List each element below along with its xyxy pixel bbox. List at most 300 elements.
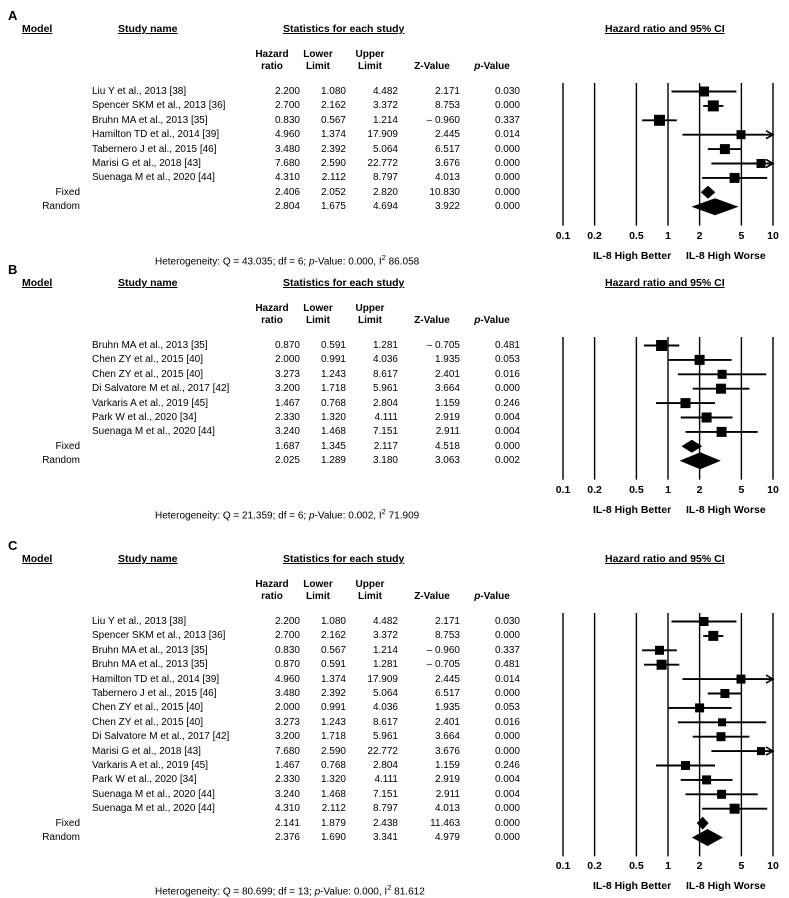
cell-hr: 4.960 — [274, 129, 300, 141]
summary-cell-z: 11.463 — [430, 817, 460, 829]
axis-label-left: IL-8 High Better — [593, 249, 672, 262]
cell-ll: 2.590 — [320, 158, 346, 169]
cell-hr: 3.240 — [274, 788, 300, 800]
study-name: Suenaga M et al., 2020 [44] — [92, 426, 215, 438]
cell-ul: 17.909 — [367, 129, 398, 141]
cell-z: 2.401 — [434, 716, 460, 728]
cell-z: 1.159 — [434, 397, 460, 409]
effect-size-marker — [718, 370, 727, 379]
cell-z: 1.159 — [434, 760, 460, 771]
panel-letter: B — [8, 262, 18, 277]
cell-ll: 1.468 — [320, 788, 346, 800]
cell-p: 0.481 — [494, 340, 520, 351]
cell-z: 2.445 — [434, 673, 460, 685]
forest-row — [656, 398, 715, 408]
model-label-random: Random — [42, 201, 80, 213]
effect-size-marker — [757, 747, 765, 755]
cell-p: 0.053 — [494, 702, 520, 714]
cell-z: – 0.960 — [426, 114, 460, 126]
cell-z: – 0.705 — [426, 340, 460, 351]
cell-hr: 0.870 — [274, 659, 300, 671]
forest-row — [683, 130, 774, 139]
effect-size-marker — [657, 660, 667, 670]
cell-ll: 1.468 — [320, 426, 346, 438]
cell-p: 0.016 — [494, 716, 520, 728]
study-name: Chen ZY et al., 2015 [40] — [92, 368, 204, 380]
cell-hr: 2.700 — [274, 630, 300, 642]
cell-ll: 0.591 — [320, 340, 346, 351]
summary-cell-hr: 2.376 — [274, 832, 300, 843]
header-hazard-ratio-ci: Hazard ratio and 95% CI — [605, 23, 725, 35]
axis-tick-0.1: 0.1 — [555, 229, 571, 242]
axis-tick-0.1: 0.1 — [555, 483, 571, 496]
forest-row — [711, 159, 773, 168]
header-statistics: Statistics for each study — [283, 277, 405, 289]
cell-ll: 1.243 — [320, 716, 346, 728]
summary-diamond-random — [680, 452, 721, 469]
effect-size-marker — [718, 718, 726, 726]
cell-ul: 4.111 — [374, 412, 398, 423]
effect-size-marker — [708, 100, 719, 111]
column-header-hr: Hazard ratio — [255, 49, 289, 72]
forest-row — [668, 703, 732, 712]
cell-z: 2.919 — [434, 774, 460, 786]
forest-row — [672, 87, 737, 97]
cell-p: 0.004 — [494, 774, 520, 786]
cell-z: 2.911 — [435, 788, 460, 800]
cell-z: 3.676 — [434, 158, 460, 169]
axis-tick-5: 5 — [738, 229, 745, 242]
forest-row — [686, 427, 758, 437]
effect-size-marker — [708, 631, 718, 641]
study-name: Park W et al., 2020 [34] — [92, 412, 197, 423]
column-header-z: Z-Value — [414, 314, 450, 326]
heterogeneity-text: Heterogeneity: Q = 43.035; df = 6; p-Value: 0.000, $I^2$ 86.058 — [155, 252, 420, 267]
effect-size-marker — [700, 617, 709, 626]
summary-cell-p: 0.000 — [494, 186, 520, 198]
cell-hr: 0.830 — [274, 644, 300, 656]
summary-cell-hr: 2.025 — [274, 455, 300, 467]
cell-ul: 1.281 — [372, 659, 398, 671]
column-header-ul: Upper Limit — [355, 49, 385, 72]
axis-tick-1: 1 — [665, 860, 671, 873]
effect-size-marker — [720, 144, 730, 154]
summary-cell-p: 0.000 — [494, 817, 520, 829]
study-name: Hamilton TD et al., 2014 [39] — [92, 673, 220, 685]
model-label-random: Random — [42, 455, 80, 467]
cell-p: 0.014 — [494, 129, 520, 141]
axis-tick-0.5: 0.5 — [629, 860, 644, 873]
cell-ll: 1.320 — [320, 774, 346, 786]
cell-ul: 1.214 — [372, 114, 398, 126]
forest-row — [686, 790, 758, 799]
cell-ll: 0.991 — [320, 702, 346, 714]
cell-hr: 3.273 — [274, 716, 300, 728]
cell-hr: 2.330 — [274, 774, 300, 786]
summary-cell-ll: 1.675 — [320, 201, 346, 213]
cell-hr: 7.680 — [274, 745, 300, 757]
cell-ll: 0.591 — [320, 659, 346, 671]
cell-z: 2.919 — [434, 412, 460, 423]
cell-p: 0.004 — [494, 412, 520, 423]
column-header-p: p-Value — [474, 590, 510, 602]
cell-z: 2.911 — [435, 426, 460, 438]
cell-ll: 2.112 — [321, 172, 346, 184]
effect-size-marker — [757, 159, 766, 168]
cell-p: 0.000 — [494, 383, 520, 395]
cell-ul: 4.036 — [372, 354, 398, 366]
column-header-hr: Hazard ratio — [255, 579, 289, 602]
cell-p: 0.000 — [494, 688, 520, 699]
cell-z: 1.935 — [434, 702, 460, 714]
cell-p: 0.246 — [494, 397, 520, 409]
effect-size-marker — [717, 427, 727, 437]
column-header-hr: Hazard ratio — [255, 303, 289, 326]
cell-p: 0.014 — [494, 673, 520, 685]
header-hazard-ratio-ci: Hazard ratio and 95% CI — [605, 277, 725, 289]
axis-label-left: IL-8 High Better — [593, 503, 672, 516]
model-label-fixed: Fixed — [55, 817, 80, 829]
effect-size-marker — [702, 413, 712, 423]
forest-row — [681, 775, 733, 784]
forest-row — [711, 747, 773, 755]
effect-size-marker — [695, 703, 704, 712]
axis-label-left: IL-8 High Better — [593, 880, 672, 893]
header-model: Model — [22, 277, 53, 289]
study-name: Varkaris A et al., 2019 [45] — [92, 397, 208, 409]
summary-diamond-random — [692, 198, 739, 215]
cell-p: 0.481 — [494, 659, 520, 671]
effect-size-marker — [730, 173, 740, 183]
effect-size-marker — [716, 384, 726, 394]
forest-row — [642, 115, 677, 126]
study-name: Bruhn MA et al., 2013 [35] — [92, 644, 208, 656]
cell-ul: 1.214 — [372, 644, 398, 656]
summary-cell-ul: 3.180 — [372, 455, 398, 467]
cell-ul: 22.772 — [367, 158, 398, 169]
header-study-name: Study name — [118, 23, 178, 35]
cell-ul: 5.064 — [372, 143, 398, 155]
effect-size-marker — [656, 340, 667, 351]
cell-z: 2.171 — [434, 616, 460, 627]
axis-tick-0.1: 0.1 — [555, 860, 571, 873]
axis-tick-0.2: 0.2 — [587, 229, 602, 242]
cell-ul: 17.909 — [367, 673, 398, 685]
cell-ll: 2.162 — [320, 630, 346, 642]
cell-z: 6.517 — [434, 688, 460, 699]
summary-cell-z: 3.922 — [434, 201, 460, 213]
cell-p: 0.000 — [494, 803, 520, 815]
cell-ul: 8.797 — [372, 803, 398, 815]
cell-ll: 0.567 — [320, 114, 346, 126]
cell-hr: 4.310 — [274, 803, 300, 815]
column-header-ll: Lower Limit — [303, 303, 333, 326]
cell-ul: 8.617 — [372, 716, 398, 728]
column-header-p: p-Value — [474, 314, 510, 326]
summary-cell-hr: 2.406 — [274, 186, 300, 198]
axis-tick-2: 2 — [696, 229, 703, 242]
summary-cell-ll: 1.289 — [320, 455, 346, 467]
cell-p: 0.000 — [494, 745, 520, 757]
cell-ul: 5.064 — [372, 688, 398, 699]
cell-hr: 2.200 — [274, 616, 300, 627]
cell-p: 0.337 — [494, 114, 520, 126]
column-header-p: p-Value — [474, 60, 510, 72]
study-name: Park W et al., 2020 [34] — [92, 774, 197, 786]
effect-size-marker — [717, 790, 726, 799]
cell-hr: 3.480 — [274, 143, 300, 155]
panel-letter: A — [8, 8, 18, 23]
cell-hr: 2.200 — [274, 86, 300, 97]
cell-hr: 4.310 — [274, 172, 300, 184]
cell-p: 0.004 — [494, 788, 520, 800]
axis-tick-0.5: 0.5 — [629, 483, 644, 496]
cell-hr: 3.240 — [274, 426, 300, 438]
model-label-fixed: Fixed — [55, 186, 80, 198]
summary-cell-hr: 2.804 — [274, 201, 300, 213]
summary-cell-hr: 1.687 — [274, 440, 300, 452]
cell-p: 0.000 — [494, 630, 520, 642]
summary-cell-ll: 1.879 — [320, 817, 346, 829]
study-name: Suenaga M et al., 2020 [44] — [92, 803, 215, 815]
study-name: Spencer SKM et al., 2013 [36] — [92, 100, 226, 112]
cell-z: 6.517 — [434, 143, 460, 155]
cell-ul: 5.961 — [372, 731, 398, 743]
summary-cell-ul: 2.438 — [372, 817, 398, 829]
cell-p: 0.246 — [494, 760, 520, 771]
cell-hr: 2.000 — [274, 354, 300, 366]
cell-z: 4.013 — [434, 172, 460, 184]
summary-cell-hr: 2.141 — [274, 817, 300, 829]
study-name: Suenaga M et al., 2020 [44] — [92, 172, 215, 184]
cell-hr: 7.680 — [274, 158, 300, 169]
forest-plot — [0, 337, 789, 484]
forest-row — [656, 761, 715, 770]
cell-hr: 4.960 — [274, 673, 300, 685]
cell-hr: 1.467 — [274, 397, 300, 409]
cell-ul: 4.482 — [372, 616, 398, 627]
column-header-z: Z-Value — [414, 590, 450, 602]
cell-ll: 1.374 — [320, 673, 346, 685]
effect-size-marker — [717, 732, 726, 741]
column-header-ul: Upper Limit — [355, 303, 385, 326]
study-name: Spencer SKM et al., 2013 [36] — [92, 630, 226, 642]
axis-tick-10: 10 — [767, 860, 779, 873]
cell-ll: 2.112 — [321, 803, 346, 815]
column-header-ul: Upper Limit — [355, 579, 385, 602]
effect-size-marker — [654, 115, 665, 126]
effect-size-marker — [681, 761, 690, 770]
cell-ul: 8.797 — [372, 172, 398, 184]
axis-tick-10: 10 — [767, 483, 779, 496]
axis-tick-1: 1 — [665, 229, 671, 242]
heterogeneity-text: Heterogeneity: Q = 80.699; df = 13; p-Value: 0.000, $I^2$ 81.612 — [155, 883, 425, 898]
effect-size-marker — [720, 689, 729, 698]
cell-p: 0.016 — [494, 368, 520, 380]
cell-ll: 0.768 — [320, 397, 346, 409]
cell-ul: 4.111 — [374, 774, 398, 786]
study-name: Marisi G et al., 2018 [43] — [92, 745, 201, 757]
study-name: Di Salvatore M et al., 2017 [42] — [92, 383, 230, 395]
summary-cell-ll: 1.345 — [320, 440, 346, 452]
cell-ll: 0.991 — [320, 354, 346, 366]
study-name: Di Salvatore M et al., 2017 [42] — [92, 731, 230, 743]
panel-letter: C — [8, 538, 18, 553]
cell-z: 8.753 — [434, 630, 460, 642]
cell-ul: 3.372 — [372, 100, 398, 112]
study-name: Liu Y et al., 2013 [38] — [92, 616, 187, 627]
cell-hr: 3.200 — [274, 731, 300, 743]
effect-size-marker — [702, 775, 711, 784]
effect-size-marker — [681, 398, 691, 408]
study-name: Varkaris A et al., 2019 [45] — [92, 760, 208, 771]
summary-cell-ll: 2.052 — [320, 186, 346, 198]
cell-ll: 2.162 — [320, 100, 346, 112]
cell-hr: 0.830 — [274, 114, 300, 126]
axis-label-right: IL-8 High Worse — [686, 880, 766, 893]
cell-ll: 2.392 — [320, 143, 346, 155]
study-name: Chen ZY et al., 2015 [40] — [92, 354, 204, 366]
cell-ll: 2.392 — [320, 688, 346, 699]
effect-size-marker — [737, 675, 746, 684]
axis-tick-5: 5 — [738, 483, 745, 496]
cell-p: 0.000 — [494, 158, 520, 169]
summary-cell-p: 0.002 — [494, 455, 520, 467]
effect-size-marker — [737, 130, 746, 139]
header-statistics: Statistics for each study — [283, 553, 405, 565]
header-hazard-ratio-ci: Hazard ratio and 95% CI — [605, 553, 725, 565]
cell-hr: 2.000 — [274, 702, 300, 714]
cell-ll: 1.374 — [320, 129, 346, 141]
cell-ul: 7.151 — [372, 788, 398, 800]
axis-tick-2: 2 — [696, 860, 703, 873]
cell-ul: 2.804 — [372, 397, 398, 409]
study-name: Chen ZY et al., 2015 [40] — [92, 702, 204, 714]
summary-cell-p: 0.000 — [494, 440, 520, 452]
study-name: Tabernero J et al., 2015 [46] — [92, 143, 217, 155]
study-name: Hamilton TD et al., 2014 [39] — [92, 129, 220, 141]
header-study-name: Study name — [118, 553, 178, 565]
column-header-z: Z-Value — [414, 60, 450, 72]
forest-row — [703, 631, 723, 641]
cell-z: – 0.960 — [426, 644, 460, 656]
axis-tick-2: 2 — [696, 483, 703, 496]
axis-tick-1: 1 — [665, 483, 671, 496]
cell-p: 0.000 — [494, 143, 520, 155]
summary-diamond-fixed — [701, 186, 716, 199]
cell-z: 1.935 — [434, 354, 460, 366]
cell-ul: 4.482 — [372, 86, 398, 97]
header-study-name: Study name — [118, 277, 178, 289]
study-name: Suenaga M et al., 2020 [44] — [92, 788, 215, 800]
cell-ll: 1.243 — [320, 368, 346, 380]
cell-hr: 1.467 — [274, 760, 300, 771]
cell-z: 2.401 — [434, 368, 460, 380]
cell-p: 0.004 — [494, 426, 520, 438]
forest-plot — [0, 83, 789, 230]
header-model: Model — [22, 23, 53, 35]
cell-p: 0.053 — [494, 354, 520, 366]
axis-tick-0.5: 0.5 — [629, 229, 644, 242]
effect-size-marker — [699, 87, 709, 97]
forest-row — [708, 689, 742, 698]
study-name: Bruhn MA et al., 2013 [35] — [92, 659, 208, 671]
effect-size-marker — [695, 355, 705, 365]
cell-p: 0.000 — [494, 172, 520, 184]
cell-z: 2.445 — [434, 129, 460, 141]
cell-p: 0.000 — [494, 731, 520, 743]
cell-p: 0.000 — [494, 100, 520, 112]
cell-p: 0.337 — [494, 644, 520, 656]
summary-diamond-fixed — [697, 817, 709, 830]
effect-size-marker — [730, 804, 740, 814]
forest-row — [642, 646, 677, 655]
forest-row — [708, 144, 742, 154]
summary-cell-p: 0.000 — [494, 201, 520, 213]
cell-ul: 1.281 — [372, 340, 398, 351]
study-name: Chen ZY et al., 2015 [40] — [92, 716, 204, 728]
summary-cell-p: 0.000 — [494, 832, 520, 843]
forest-row — [644, 660, 679, 670]
cell-hr: 3.200 — [274, 383, 300, 395]
cell-ul: 5.961 — [372, 383, 398, 395]
model-label-random: Random — [42, 832, 80, 843]
cell-z: 8.753 — [434, 100, 460, 112]
forest-row — [683, 675, 774, 684]
cell-ll: 1.718 — [320, 383, 346, 395]
forest-row — [702, 173, 767, 183]
summary-cell-ul: 2.820 — [372, 186, 398, 198]
header-model: Model — [22, 553, 53, 565]
cell-ul: 8.617 — [372, 368, 398, 380]
summary-diamond-random — [692, 829, 723, 846]
study-name: Liu Y et al., 2013 [38] — [92, 86, 187, 97]
summary-cell-z: 4.979 — [434, 832, 460, 843]
forest-row — [678, 370, 766, 379]
cell-z: 3.664 — [434, 731, 460, 743]
forest-row — [681, 413, 733, 423]
cell-hr: 3.273 — [274, 368, 300, 380]
forest-plot — [0, 613, 789, 860]
forest-row — [702, 804, 767, 814]
effect-size-marker — [655, 646, 664, 655]
cell-ul: 2.804 — [372, 760, 398, 771]
column-header-ll: Lower Limit — [303, 49, 333, 72]
forest-row — [678, 718, 766, 726]
cell-z: 2.171 — [434, 86, 460, 97]
cell-p: 0.030 — [494, 616, 520, 627]
axis-tick-10: 10 — [767, 229, 779, 242]
forest-row — [703, 100, 723, 111]
cell-z: – 0.705 — [426, 659, 460, 671]
summary-cell-ul: 3.341 — [372, 832, 398, 843]
cell-ll: 1.320 — [320, 412, 346, 423]
axis-tick-0.2: 0.2 — [587, 483, 602, 496]
forest-row — [668, 355, 732, 365]
study-name: Marisi G et al., 2018 [43] — [92, 158, 201, 169]
cell-hr: 2.330 — [274, 412, 300, 423]
header-statistics: Statistics for each study — [283, 23, 405, 35]
forest-row — [672, 617, 737, 626]
study-name: Tabernero J et al., 2015 [46] — [92, 688, 217, 699]
cell-ll: 0.768 — [320, 760, 346, 771]
axis-tick-0.2: 0.2 — [587, 860, 602, 873]
cell-hr: 0.870 — [274, 340, 300, 351]
cell-ul: 7.151 — [372, 426, 398, 438]
cell-ul: 3.372 — [372, 630, 398, 642]
summary-cell-z: 10.830 — [429, 186, 460, 198]
cell-z: 4.013 — [434, 803, 460, 815]
